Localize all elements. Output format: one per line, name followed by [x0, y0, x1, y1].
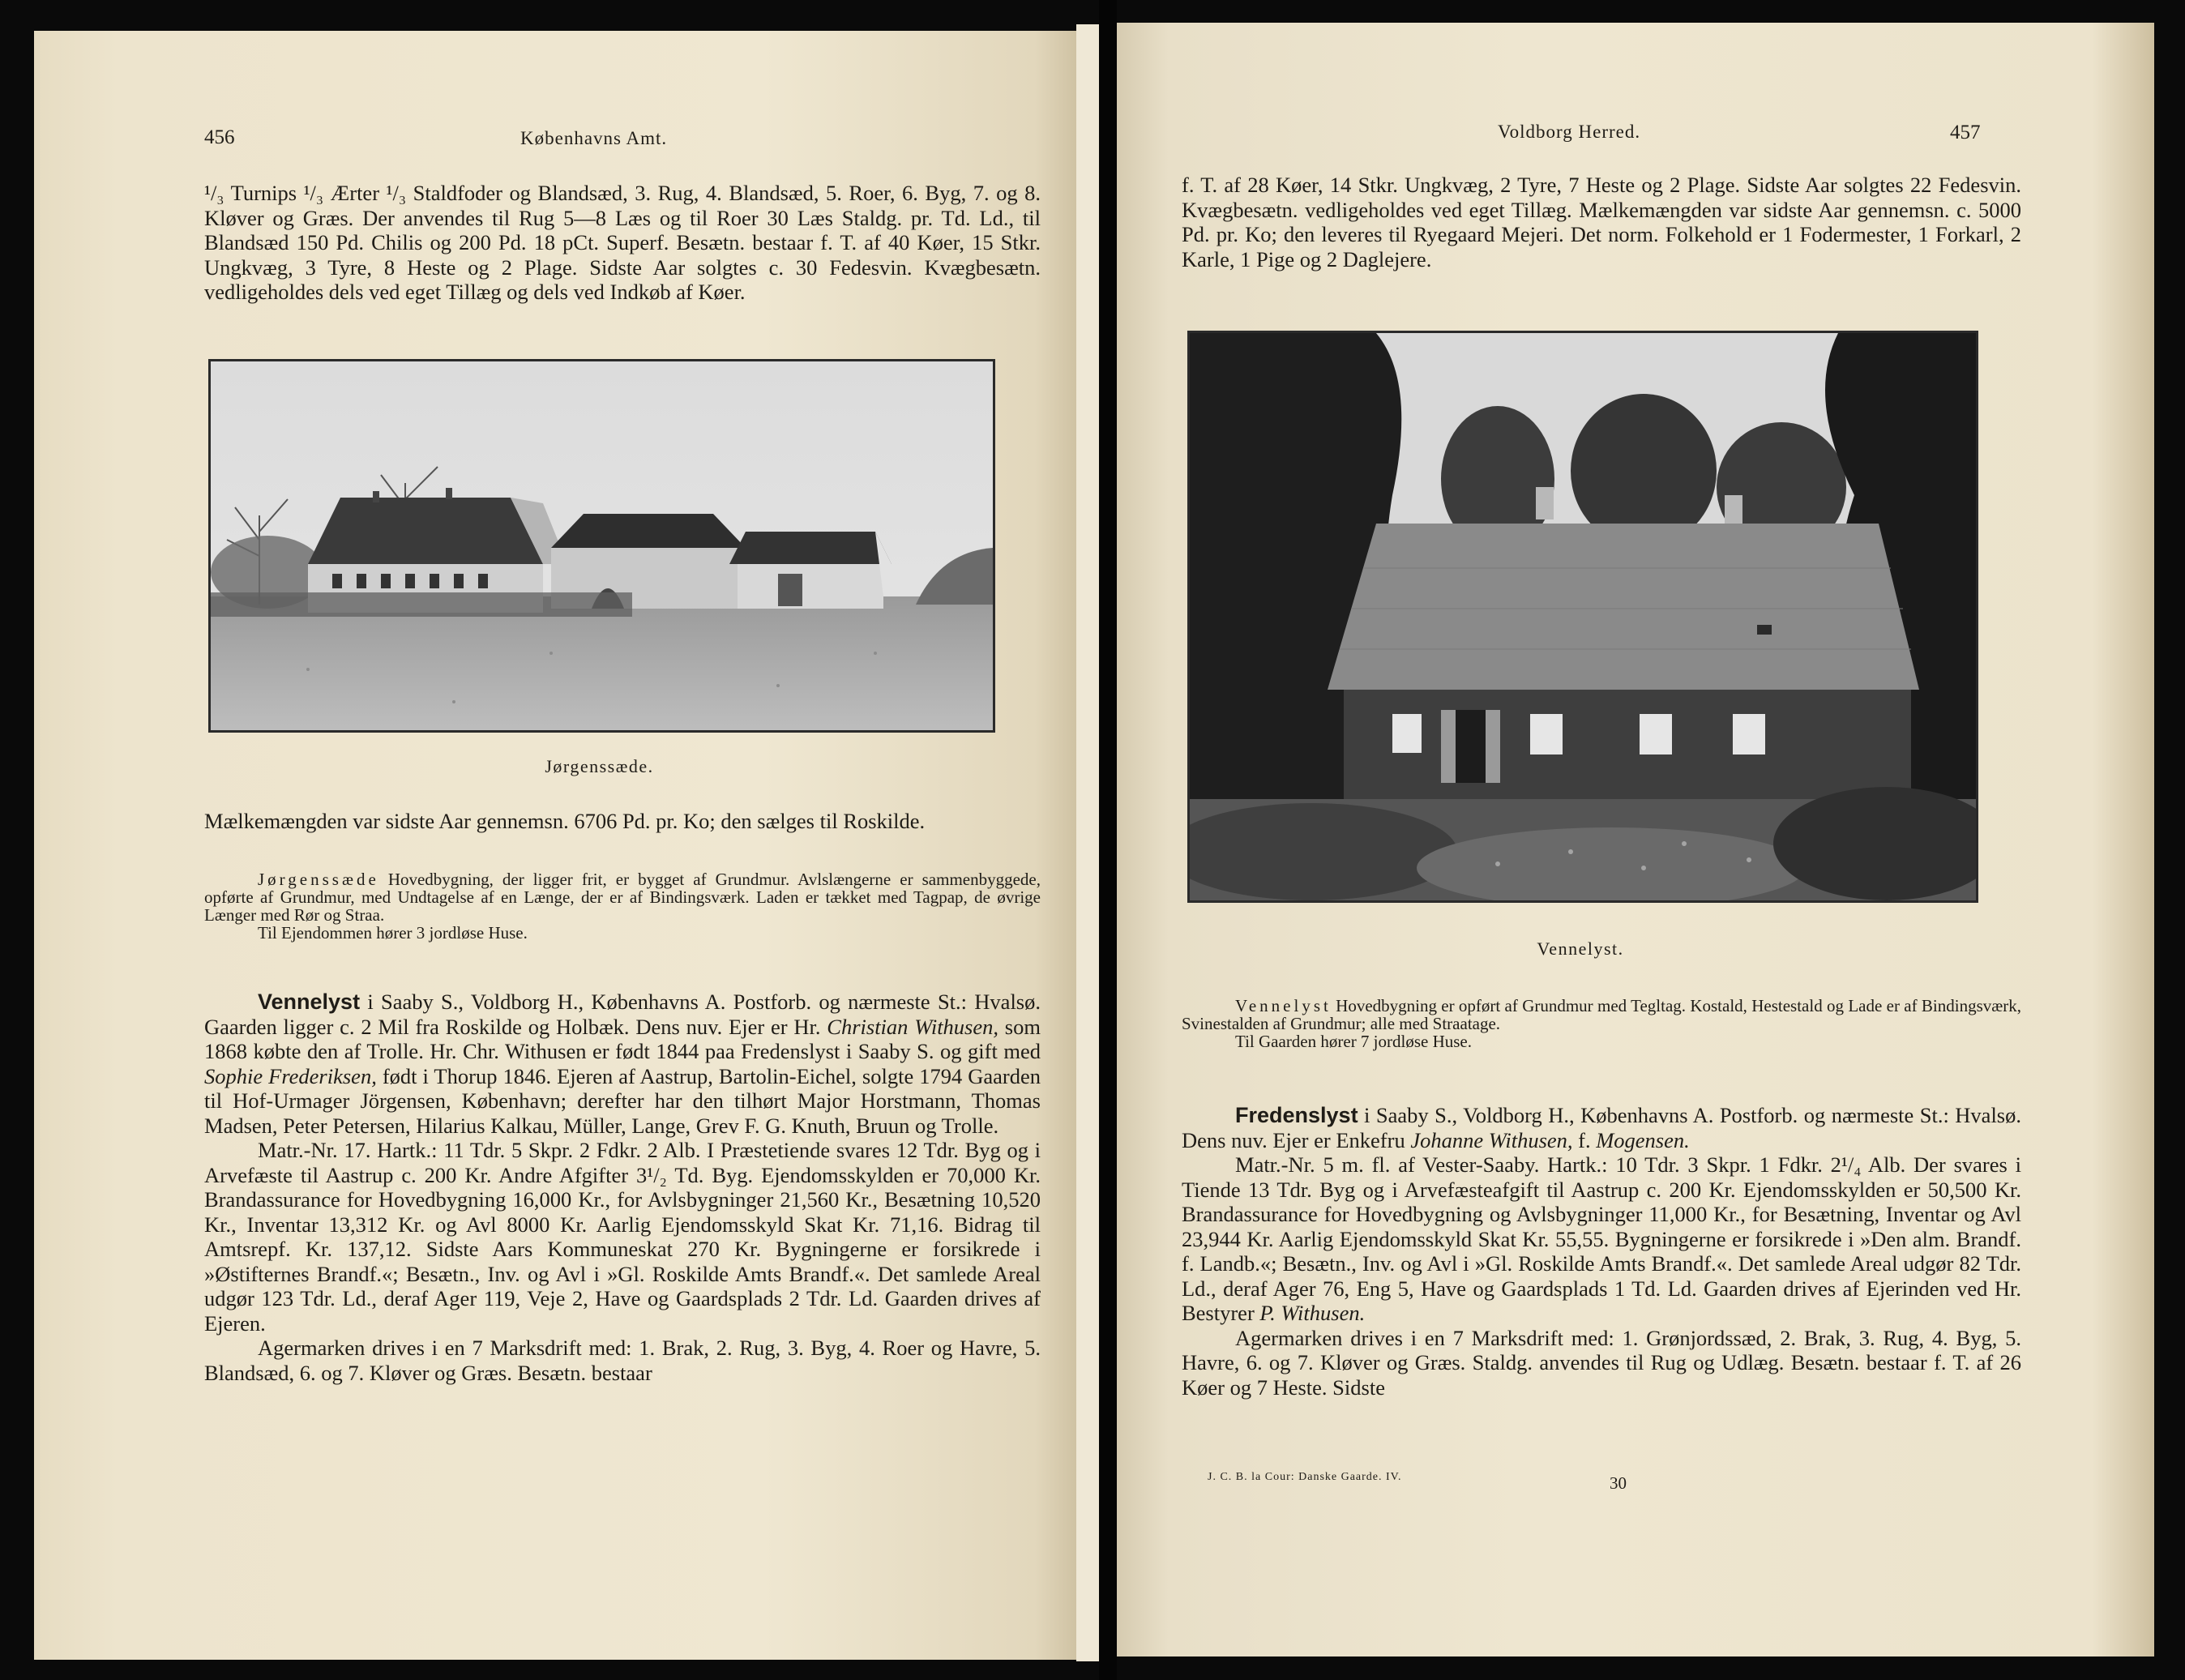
entry-title-fredenslyst: Fredenslyst	[1235, 1103, 1358, 1127]
signature-number: 30	[1610, 1473, 1627, 1493]
manager-name: P. Withusen.	[1259, 1301, 1366, 1325]
left-small-text2: Til Ejendommen hører 3 jordløse Huse.	[258, 923, 528, 943]
running-head-right: Voldborg Herred.	[1498, 122, 1641, 142]
photo-caption-right: Vennelyst.	[1537, 938, 1624, 959]
right-top-paragraph	[1182, 173, 2021, 271]
left-small-lead: Jørgenssæde	[258, 870, 379, 889]
entry-farming: Agermarken drives i en 7 Marksdrift med: 1. Grønjordssæd, 2. Brak, 3. Rug, 4. Byg, 5. Havre, 6. og 7. Kløver og Græs. Staldg. anvendes til Rug og Udlæg. Besætn. bestaar f. T. af 26 Køer og 7 Heste. Sidste	[1182, 1325, 2021, 1400]
left-top-text: ¹/₃ Turnips ¹/₃ Ærter ¹/₃ Staldfoder og Blandsæd, 3. Rug, 4. Blandsæd, 5. Roer, 6. Byg, 7. og 8. Kløver og Græs. Der anvendes til Rug 5—8 Læs og til Roer 30 Læs Staldg. pr. Td. Ld., til Blandsæd 150 Pd. Chilis og 200 Pd. 18 pCt. Superf. Besætn. bestaar f. T. af 40 Køer, 15 Stkr. Ungkvæg, 3 Tyre, 8 Heste og 2 Plage. Sidste Aar solgtes c. 30 Fedesvin. Kvægbesætn. vedligeholdes dels ved eget Tillæg og dels ved Indkøb af Køer.	[204, 181, 1041, 304]
left-milk-text: Mælkemængden var sidste Aar gennemsn. 6706 Pd. pr. Ko; den sælges til Roskilde.	[204, 809, 926, 833]
left-entry-vennelyst	[204, 990, 1041, 1385]
left-page	[34, 31, 1076, 1660]
farm-photo-image	[211, 361, 993, 730]
entry-farming: Agermarken drives i en 7 Marksdrift med: 1. Brak, 2. Rug, 3. Byg, 4. Roer og Havre, 5. Blandsæd, 6. og 7. Kløver og Græs. Besætn. bestaar	[204, 1336, 1041, 1385]
left-top-paragraph	[204, 181, 1041, 305]
entry-text: i Saaby S., Voldborg H., Københavns A. Postforb. og nærmeste St.: Hvalsø. Gaarden ligger c. 2 Mil fra Roskilde og Holbæk. Dens nuv. Ejer er Hr.	[204, 990, 1041, 1039]
gutter	[1076, 24, 1099, 1661]
running-head-left: Københavns Amt.	[520, 128, 668, 148]
right-small-lead: Vennelyst	[1235, 996, 1332, 1015]
entry-details: Matr.-Nr. 17. Hartk.: 11 Tdr. 5 Skpr. 2 Fdkr. 2 Alb. I Præstetiende svares 12 Tdr. Byg og i Arvefæste til Aastrup c. 200 Kr. Andre Afgifter 3¹/₂ Td. Byg. Ejendomsskylden er 70,000 Kr. Brandassurance for Hovedbygning 16,000 Kr., for Avlsbygninger 21,560 Kr., Besætning 10,520 Kr., Inventar 13,312 Kr. og Avl 8000 Kr. Aarlig Ejendomsskyld Skat Kr. 71,16. Bidrag til Amtsrepf. Kr. 137,12. Sidste Aars Kommuneskat 270 Kr. Bygningerne er forsikrede i »Østifternes Brandf.«; Besætn., Inv. og Avl i »Gl. Roskilde Amts Brandf.«. Det samlede Areal udgør 123 Tdr. Ld., deraf Ager 119, Veje 2, Have og Gaardsplads 2 Tdr. Ld. Gaarden drives af Ejeren.	[204, 1138, 1041, 1336]
page-number-left: 456	[204, 126, 235, 148]
photo-caption-left: Jørgenssæde.	[545, 756, 654, 776]
left-small-text: Hovedbygning, der ligger frit, er bygget af Grundmur. Avlslængerne er sammenbyggede, opførte af Grundmur, med Undtagelse af en Længe, der er af Bindingsværk. Laden er tækket med Tagpap, de øvrige Længer med Rør og Straa.	[204, 870, 1041, 925]
right-small-text: Hovedbygning er opført af Grundmur med Tegltag. Kostald, Hestestald og Lade er af Bindingsværk, Svinestalden af Grundmur; alle med Straatage.	[1182, 996, 2021, 1033]
owner-name: Johanne Withusen,	[1410, 1127, 1573, 1152]
right-small-print	[1182, 997, 2021, 1050]
entry-text: født i Thorup 1846. Ejeren af Aastrup, Bartolin-Eichel, solgte 1794 Gaarden til Hof-Urmager Jörgensen, København; derefter har den tilhørt Major Horstmann, Thomas Madsen, Peter Petersen, Hilarius Kalkau, Müller, Lange, Grev F. G. Knuth, Bruun og Trolle.	[204, 1063, 1041, 1138]
house-photo-image	[1190, 333, 1976, 900]
right-entry-fredenslyst	[1182, 1103, 2021, 1400]
book-spine	[1099, 0, 1117, 1680]
entry-details: Matr.-Nr. 5 m. fl. af Vester-Saaby. Hartk.: 10 Tdr. 3 Skpr. 1 Fdkr. 2¹/₄ Alb. Der svares i Tiende 13 Tdr. Byg og i Arvefæsteafgift til Aastrup c. 200 Kr. Ejendomsskylden er 50,500 Kr. Brandassurance for Hovedbygning og Avlsbygninger 11,000 Kr., for Besætning, Inventar og Avl 23,944 Kr. Aarlig Ejendomsskyld Skat Kr. 55,55. Bygningerne er forsikrede i »Den alm. Brandf. f. Landb.«; Besætn., Inv. og Avl i »Gl. Roskilde Amts Brandf.«. Det samlede Areal udgør 82 Tdr. Ld., deraf Ager 76, Eng 5, Have og Gaardsplads 1 Td. Ld. Gaarden drives af Ejerinden ved Hr. Bestyrer	[1182, 1152, 2021, 1325]
maiden-name: Mogensen.	[1596, 1127, 1690, 1152]
wife-name: Sophie Frederiksen,	[204, 1063, 377, 1088]
right-page	[1117, 23, 2154, 1656]
entry-title-vennelyst: Vennelyst	[258, 990, 361, 1014]
right-small-text2: Til Gaarden hører 7 jordløse Huse.	[1235, 1032, 1473, 1051]
photo-vennelyst	[1187, 331, 1978, 903]
entry-text: i Saaby S., Voldborg H., Københavns A. Postforb. og nærmeste St.: Hvalsø. Dens nuv. Ejer er Enkefru	[1182, 1103, 2021, 1152]
entry-text: f.	[1572, 1127, 1597, 1152]
footer-imprint: J. C. B. la Cour: Danske Gaarde. IV.	[1208, 1471, 1402, 1483]
entry-text: som 1868 købte den af Trolle. Hr. Chr. Withusen er født 1844 paa Fredenslyst i Saaby S. og gift med	[204, 1014, 1041, 1063]
left-small-print	[204, 870, 1041, 942]
left-milk-paragraph	[204, 809, 1041, 834]
right-top-text: f. T. af 28 Køer, 14 Stkr. Ungkvæg, 2 Tyre, 7 Heste og 2 Plage. Sidste Aar solgtes 22 Fedesvin. Kvægbesætn. vedligeholdes ved eget Tillæg. Mælkemængden var sidste Aar gennemsn. c. 5000 Pd. pr. Ko; den leveres til Ryegaard Mejeri. Det norm. Folkehold er 1 Fodermester, 1 Forkarl, 2 Karle, 1 Pige og 2 Daglejere.	[1182, 173, 2021, 271]
photo-jorgenssaede	[208, 359, 995, 733]
page-number-right: 457	[1950, 122, 1981, 143]
owner-name: Christian Withusen,	[827, 1014, 999, 1039]
